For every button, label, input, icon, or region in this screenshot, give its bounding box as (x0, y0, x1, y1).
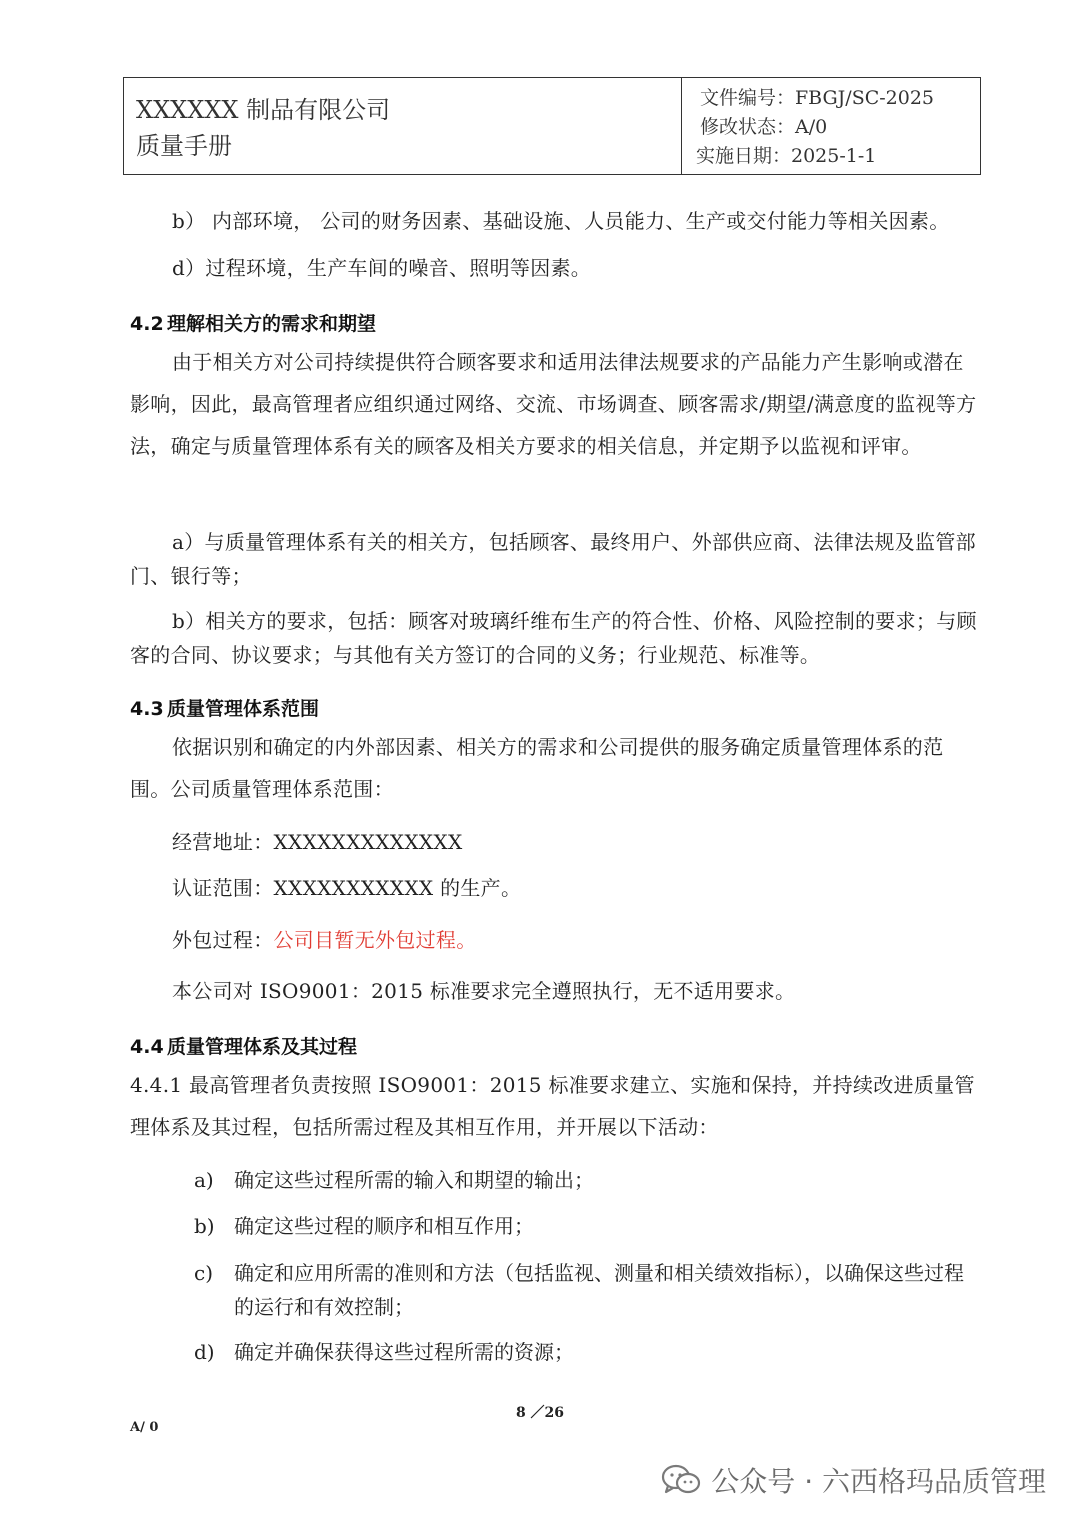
list-item-label: b) (194, 1214, 215, 1238)
section-4-2-item-a: a）与质量管理体系有关的相关方，包括顾客、最终用户、外部供应商、法律法规及监管部门、银行等； (130, 530, 976, 588)
certification-scope: 认证范围：XXXXXXXXXXX 的生产。 (172, 876, 522, 900)
outsourcing-value: 公司目暂无外包过程。 (273, 928, 477, 952)
section-title: 质量管理体系范围 (167, 698, 320, 720)
section-number: 4.2 (130, 313, 164, 335)
list-item-label: a) (194, 1168, 214, 1192)
section-title: 理解相关方的需求和期望 (167, 313, 377, 335)
list-item-label: d) (194, 1340, 215, 1364)
section-4-4-1-paragraph: 4.4.1 最高管理者负责按照 ISO9001：2015 标准要求建立、实施和保持，并持续改进质量管理体系及其过程，包括所需过程及其相互作用，并开展以下活动： (130, 1073, 975, 1139)
list-item-label: c) (194, 1261, 214, 1285)
business-address: 经营地址：XXXXXXXXXXXXX (172, 830, 463, 854)
section-4-3-paragraph: 依据识别和确定的内外部因素、相关方的需求和公司提供的服务确定质量管理体系的范围。公司质量管理体系范围： (130, 735, 944, 801)
page-number: 8 ／26 (515, 1405, 565, 1421)
list-item-text: 确定和应用所需的准则和方法（包括监视、测量和相关绩效指标），以确保这些过程的运行和有效控制； (234, 1261, 964, 1319)
outsourcing-label: 外包过程： (172, 928, 274, 952)
document-header (123, 77, 981, 175)
list-item (194, 1256, 978, 1324)
outsourcing-line (172, 919, 1020, 961)
section-4-2-item-b: b）相关方的要求，包括：顾客对玻璃纤维布生产的符合性、价格、风险控制的要求；与顾客的合同、协议要求；与其他有关方签订的合同的义务；行业规范、标准等。 (130, 609, 977, 667)
list-item-text: 确定这些过程所需的输入和期望的输出； (234, 1168, 594, 1192)
file-number: 文件编号：FBGJ/SC-2025 (700, 87, 935, 109)
intro-item-b: b） 内部环境， 公司的财务因素、基础设施、人员能力、生产或交付能力等相关因素。 (172, 209, 950, 233)
section-title: 质量管理体系及其过程 (167, 1036, 358, 1058)
effective-date: 实施日期：2025-1-1 (696, 145, 877, 167)
watermark-text: 公众号 · 六西格玛品质管理 (711, 1465, 1046, 1498)
section-4-2-paragraph: 由于相关方对公司持续提供符合顾客要求和适用法律法规要求的产品能力产生影响或潜在影响，因此，最高管理者应组织通过网络、交流、市场调查、顾客需求/期望/满意度的监视等方法，确定与质量管理体系有关的顾客及相关方要求的相关信息，并定期予以监视和评审。 (130, 350, 977, 458)
intro-item-d: d）过程环境，生产车间的噪音、照明等因素。 (172, 256, 592, 280)
footer-revision: A/ 0 (130, 1420, 159, 1435)
section-heading-4-3 (130, 694, 319, 721)
header-right (682, 78, 980, 174)
wechat-icon (661, 1463, 701, 1497)
list-item (194, 1209, 978, 1243)
document-title: 质量手册 (136, 132, 232, 160)
section-heading-4-2 (130, 309, 376, 336)
list-item-text: 确定这些过程的顺序和相互作用； (234, 1214, 534, 1238)
list-item (194, 1335, 978, 1369)
iso-compliance-line: 本公司对 ISO9001：2015 标准要求完全遵照执行，无不适用要求。 (172, 979, 796, 1003)
section-number: 4.3 (130, 698, 164, 720)
list-item-text: 确定并确保获得这些过程所需的资源； (234, 1340, 574, 1364)
revision-status: 修改状态：A/0 (700, 116, 828, 138)
section-number: 4.4 (130, 1036, 164, 1058)
watermark (661, 1460, 1046, 1500)
list-item (194, 1163, 978, 1197)
header-left (124, 78, 682, 174)
section-heading-4-4 (130, 1032, 357, 1059)
company-name: XXXXXX 制品有限公司 (136, 96, 391, 124)
